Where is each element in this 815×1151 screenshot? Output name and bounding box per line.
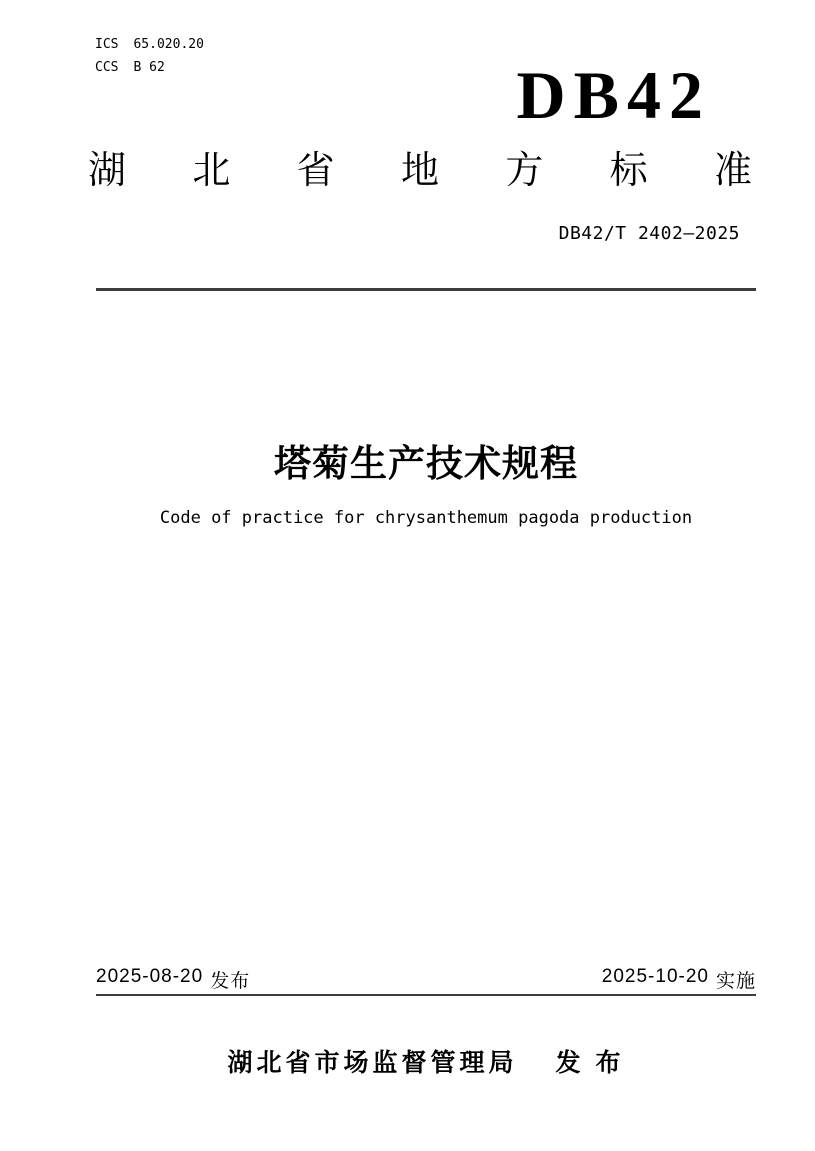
standard-name-char: 准 — [713, 150, 752, 192]
document-number: DB42/T 2402—2025 — [558, 223, 740, 244]
implement-date: 2025-10-20 — [601, 966, 709, 987]
dates-row — [96, 966, 756, 993]
header-divider — [96, 288, 756, 291]
ccs-value: B 62 — [133, 60, 165, 75]
ics-value: 65.020.20 — [133, 37, 204, 52]
footer-divider — [96, 994, 756, 996]
standard-name-char: 湖 — [88, 150, 127, 192]
standard-name-char: 省 — [296, 150, 335, 192]
standard-name-char: 地 — [400, 150, 439, 192]
classification-codes — [95, 33, 204, 79]
issue-label: 发布 — [210, 971, 251, 992]
ics-code-line — [95, 33, 204, 56]
issue-date-line — [96, 966, 250, 993]
ccs-label: CCS — [95, 60, 119, 75]
ccs-code-line — [95, 56, 204, 79]
publish-label: 发 布 — [555, 1049, 625, 1077]
standard-title-english: Code of practice for chrysanthemum pagoda production — [159, 508, 693, 528]
standard-type-name — [88, 150, 752, 194]
implement-date-line — [602, 966, 756, 993]
implement-label: 实施 — [715, 971, 756, 992]
publisher-row — [95, 1043, 757, 1079]
standard-title-chinese: 塔菊生产技术规程 — [274, 443, 578, 484]
db42-logo: DB42 — [516, 57, 711, 133]
standard-name-char: 北 — [192, 150, 231, 192]
ics-label: ICS — [95, 37, 119, 52]
issuing-authority: 湖北省市场监督管理局 — [227, 1049, 518, 1077]
standard-name-char: 方 — [505, 150, 544, 192]
standard-name-char: 标 — [609, 150, 648, 192]
issue-date: 2025-08-20 — [96, 966, 204, 987]
